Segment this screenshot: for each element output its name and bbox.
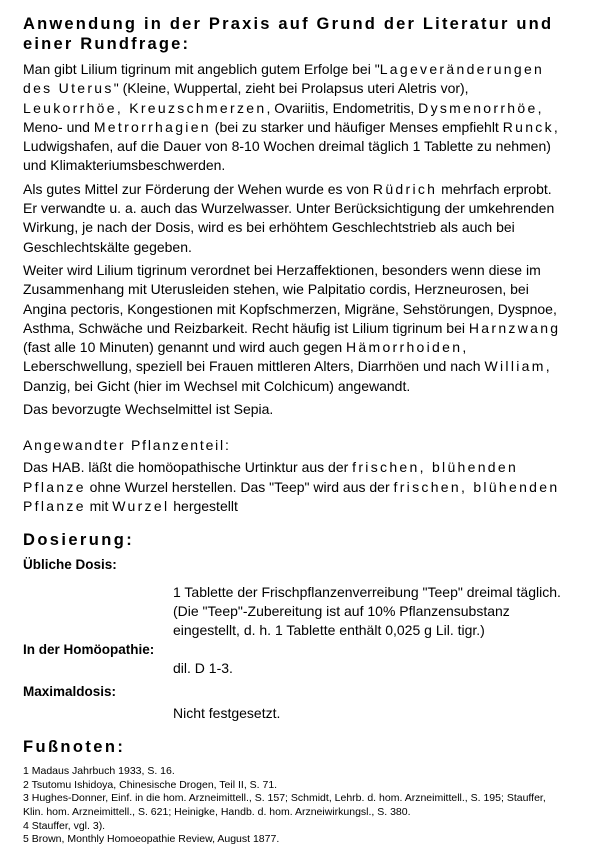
spaced-term: frischen, blühenden Pflanze bbox=[23, 459, 519, 495]
spaced-term: Hämorrhoiden bbox=[346, 339, 463, 356]
section-heading-fussnoten: Fußnoten: bbox=[23, 738, 126, 757]
spaced-term: Lageveränderungen des Uterus bbox=[23, 61, 545, 97]
footnote-item: 5 Brown, Monthly Homoeopathie Review, August 1877. bbox=[23, 833, 280, 846]
footnote-item: 2 Tsutomu Ishidoya, Chinesische Drogen, Teil II, S. 71. bbox=[23, 778, 278, 791]
dose-label-homoeopathie: In der Homöopathie: bbox=[23, 642, 155, 658]
spaced-term: William bbox=[484, 358, 546, 375]
dose-value-homoeopathie: dil. D 1-3. bbox=[173, 660, 233, 677]
spaced-term: Harnzwang bbox=[468, 319, 561, 336]
praxis-paragraph-4: Das bevorzugte Wechselmittel ist Sepia. bbox=[23, 401, 274, 418]
spaced-term: Wurzel bbox=[112, 497, 170, 514]
spaced-term: Runck bbox=[502, 118, 554, 135]
dose-value-maximal: Nicht festgesetzt. bbox=[173, 705, 281, 722]
spaced-term: Rüdrich bbox=[372, 180, 438, 197]
dose-label-ueblich: Übliche Dosis: bbox=[23, 557, 117, 573]
dose-value-ueblich: 1 Tablette der Frischpflanzenverreibung "Teep" dreimal täglich. (Die "Teep"-Zubereitung ist auf 10% Pflanzensubstanz eingestellt, d. h. 1 Tablette enthält 0,025 g Lil. tigr.) bbox=[173, 584, 561, 639]
pflanzenteil-paragraph: Das HAB. läßt die homöopathische Urtinktur aus der frischen, blühenden Pflanze ohne Wurzel herstellen. Das "Teep" wird aus der frischen, blühenden Pflanze mit Wurzel hergestellt bbox=[23, 459, 560, 514]
footnote-item: 1 Madaus Jahrbuch 1933, S. 16. bbox=[23, 765, 175, 778]
spaced-term: Metrorrhagien bbox=[93, 118, 211, 135]
spaced-term: Leukorrhöe, Kreuzschmerzen bbox=[23, 99, 267, 116]
footnote-item: 4 Stauffer, vgl. 3). bbox=[23, 819, 106, 832]
section-heading-praxis: Anwendung in der Praxis auf Grund der Literatur und einer Rundfrage: bbox=[23, 15, 554, 53]
dose-label-maximal: Maximaldosis: bbox=[23, 684, 117, 700]
praxis-paragraph-2: Als gutes Mittel zur Förderung der Wehen wurde es von Rüdrich mehrfach erprobt. Er verwandte u. a. auch das Wurzelwasser. Unter Berücksichtigung der umkehrenden Wirkung, je nach der Dosis, wird es bei erhöhtem Geschlechtstrieb als auch bei Geschlechtskälte gegeben. bbox=[23, 180, 555, 255]
praxis-paragraph-1: Man gibt Lilium tigrinum mit angeblich gutem Erfolge bei "Lageveränderungen des Uterus" (Kleine, Wuppertal, zieht bei Prolapsus uteri Aletris vor), Leukorrhöe, Kreuzschmerzen, Ovariitis, Endometritis, Dysmenorrhöe, Meno- und Metrorrhagien (bei zu starker und häufiger Menses empfiehlt Runck, Ludwigshafen, auf die Dauer von 8-10 Wochen dreimal täglich 1 Tablette zu nehmen) und Klimakteriumsbeschwerden. bbox=[23, 61, 558, 174]
section-heading-pflanzenteil: Angewandter Pflanzenteil: bbox=[23, 437, 231, 454]
section-heading-dosierung: Dosierung: bbox=[23, 531, 135, 550]
spaced-term: frischen, blühenden Pflanze bbox=[23, 478, 560, 514]
footnote-list bbox=[23, 765, 568, 847]
footnote-item: 3 Hughes-Donner, Einf. in die hom. Arzneimittell., S. 157; Schmidt, Lehrb. d. hom. Arzneimittell., S. 195; Stauffer, Klin. hom. Arzneimittell., S. 621; Heinigke, Handb. d. hom. Arzneiwirkungsl., S. 380. bbox=[23, 792, 546, 819]
praxis-paragraph-3: Weiter wird Lilium tigrinum verordnet bei Herzaffektionen, besonders wenn diese im Zusammenhang mit Uterusleiden stehen, wie Palpitatio cordis, Herzneurosen, bei Angina pectoris, Kongestionen mit Kopfschmerzen, Migräne, Sehstörungen, Dyspnoe, Asthma, Schwäche und Reizbarkeit. Recht häufig ist Lilium tigrinum bei Harnzwang (fast alle 10 Minuten) genannt und wird auch gegen Hämorrhoiden, Leberschwellung, speziell bei Frauen mittleren Alters, Diarrhöen und nach William, Danzig, bei Gicht (hier im Wechsel mit Colchicum) angewandt. bbox=[23, 261, 561, 394]
document-page bbox=[23, 14, 568, 847]
spaced-term: Dysmenorrhöe bbox=[418, 99, 538, 116]
